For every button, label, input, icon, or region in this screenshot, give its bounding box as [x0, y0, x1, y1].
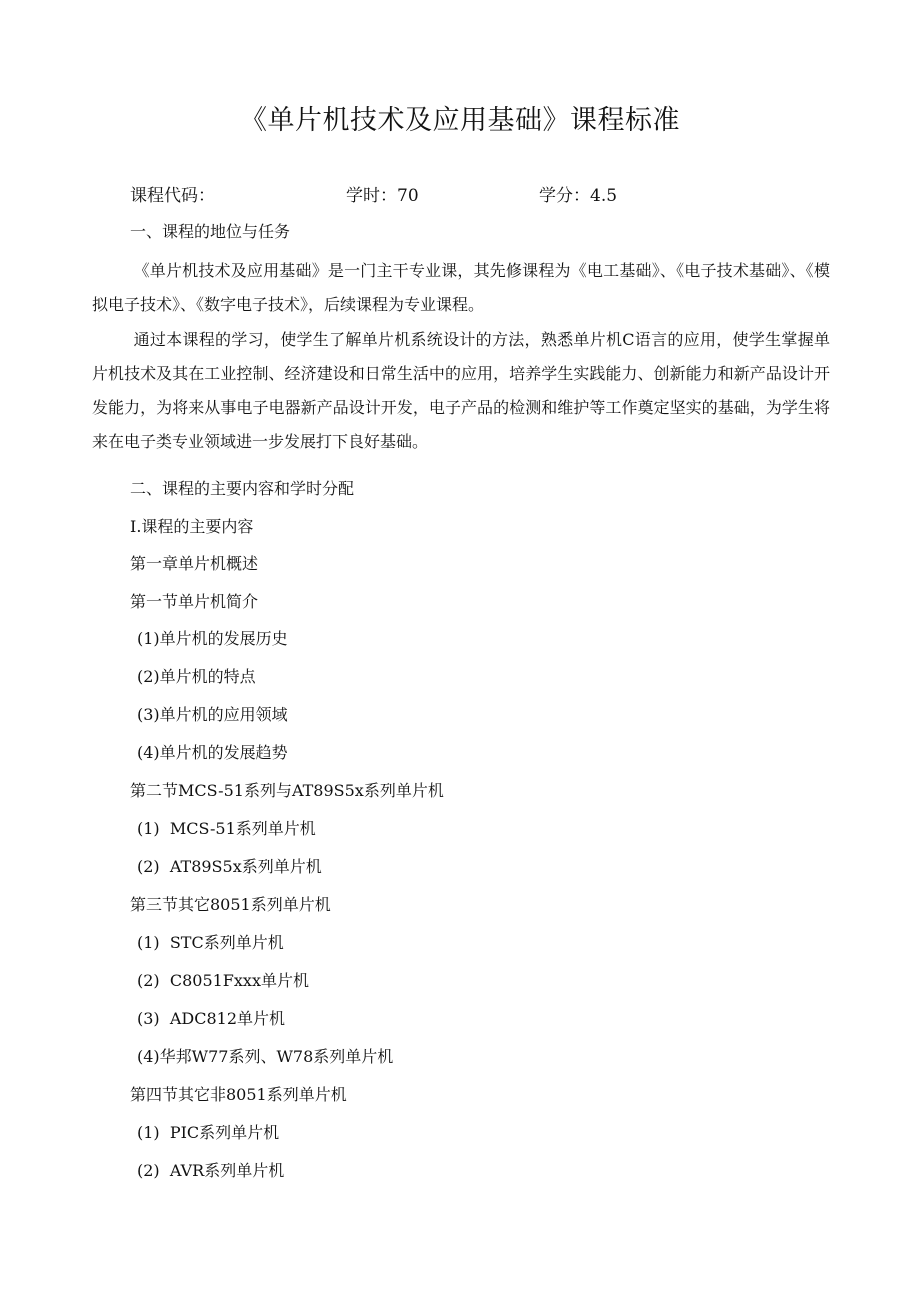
- list-item: (2) AVR系列单片机: [137, 1161, 285, 1180]
- list-item: (2) AT89S5x系列单片机: [137, 857, 322, 876]
- list-item: (1) PIC系列单片机: [137, 1123, 280, 1142]
- section-heading: 第一节单片机简介: [130, 592, 259, 611]
- list-item: (1)单片机的发展历史: [137, 629, 288, 648]
- list-item: (4)华邦W77系列、W78系列单片机: [137, 1047, 394, 1066]
- chapter-heading: 第一章单片机概述: [130, 554, 259, 573]
- list-item: (4)单片机的发展趋势: [137, 743, 288, 762]
- section-heading: 第三节其它8051系列单片机: [130, 895, 331, 914]
- section-1-heading: 一、课程的地位与任务: [130, 222, 291, 241]
- list-item: (1) MCS-51系列单片机: [137, 819, 316, 838]
- course-code: 课程代码：: [130, 186, 215, 206]
- paragraph-text: 通过本课程的学习，使学生了解单片机系统设计的方法，熟悉单片机C语言的应用，使学生掌握单片机技术及其在工业控制、经济建设和日常生活中的应用，培养学生实践能力、创新能力和新产品设计开发能力，为将来从事电子电器新产品设计开发，电子产品的检测和维护等工作奠定坚实的基础，为学生将来在电子类专业领域进一步发展打下良好基础。: [92, 330, 830, 451]
- section-1-paragraph-2: [92, 323, 830, 459]
- course-credits: 学分：4.5: [539, 186, 618, 206]
- subsection-heading: I.课程的主要内容: [130, 517, 254, 536]
- course-meta-row: [0, 184, 920, 208]
- section-heading: 第四节其它非8051系列单片机: [130, 1085, 347, 1104]
- paragraph-text: 《单片机技术及应用基础》是一门主干专业课，其先修课程为《电工基础》、《电子技术基础》、《模拟电子技术》、《数字电子技术》，后续课程为专业课程。: [92, 261, 830, 314]
- course-hours: 学时：70: [346, 186, 419, 206]
- document-title: 《单片机技术及应用基础》课程标准: [240, 105, 680, 136]
- section-2-heading: 二、课程的主要内容和学时分配: [130, 479, 355, 498]
- list-item: (3)单片机的应用领域: [137, 705, 288, 724]
- section-heading: 第二节MCS-51系列与AT89S5x系列单片机: [130, 781, 444, 800]
- list-item: (2) C8051Fxxx单片机: [137, 971, 309, 990]
- section-1-paragraph-1: [92, 254, 830, 322]
- list-item: (1) STC系列单片机: [137, 933, 284, 952]
- list-item: (3) ADC812单片机: [137, 1009, 286, 1028]
- list-item: (2)单片机的特点: [137, 667, 256, 686]
